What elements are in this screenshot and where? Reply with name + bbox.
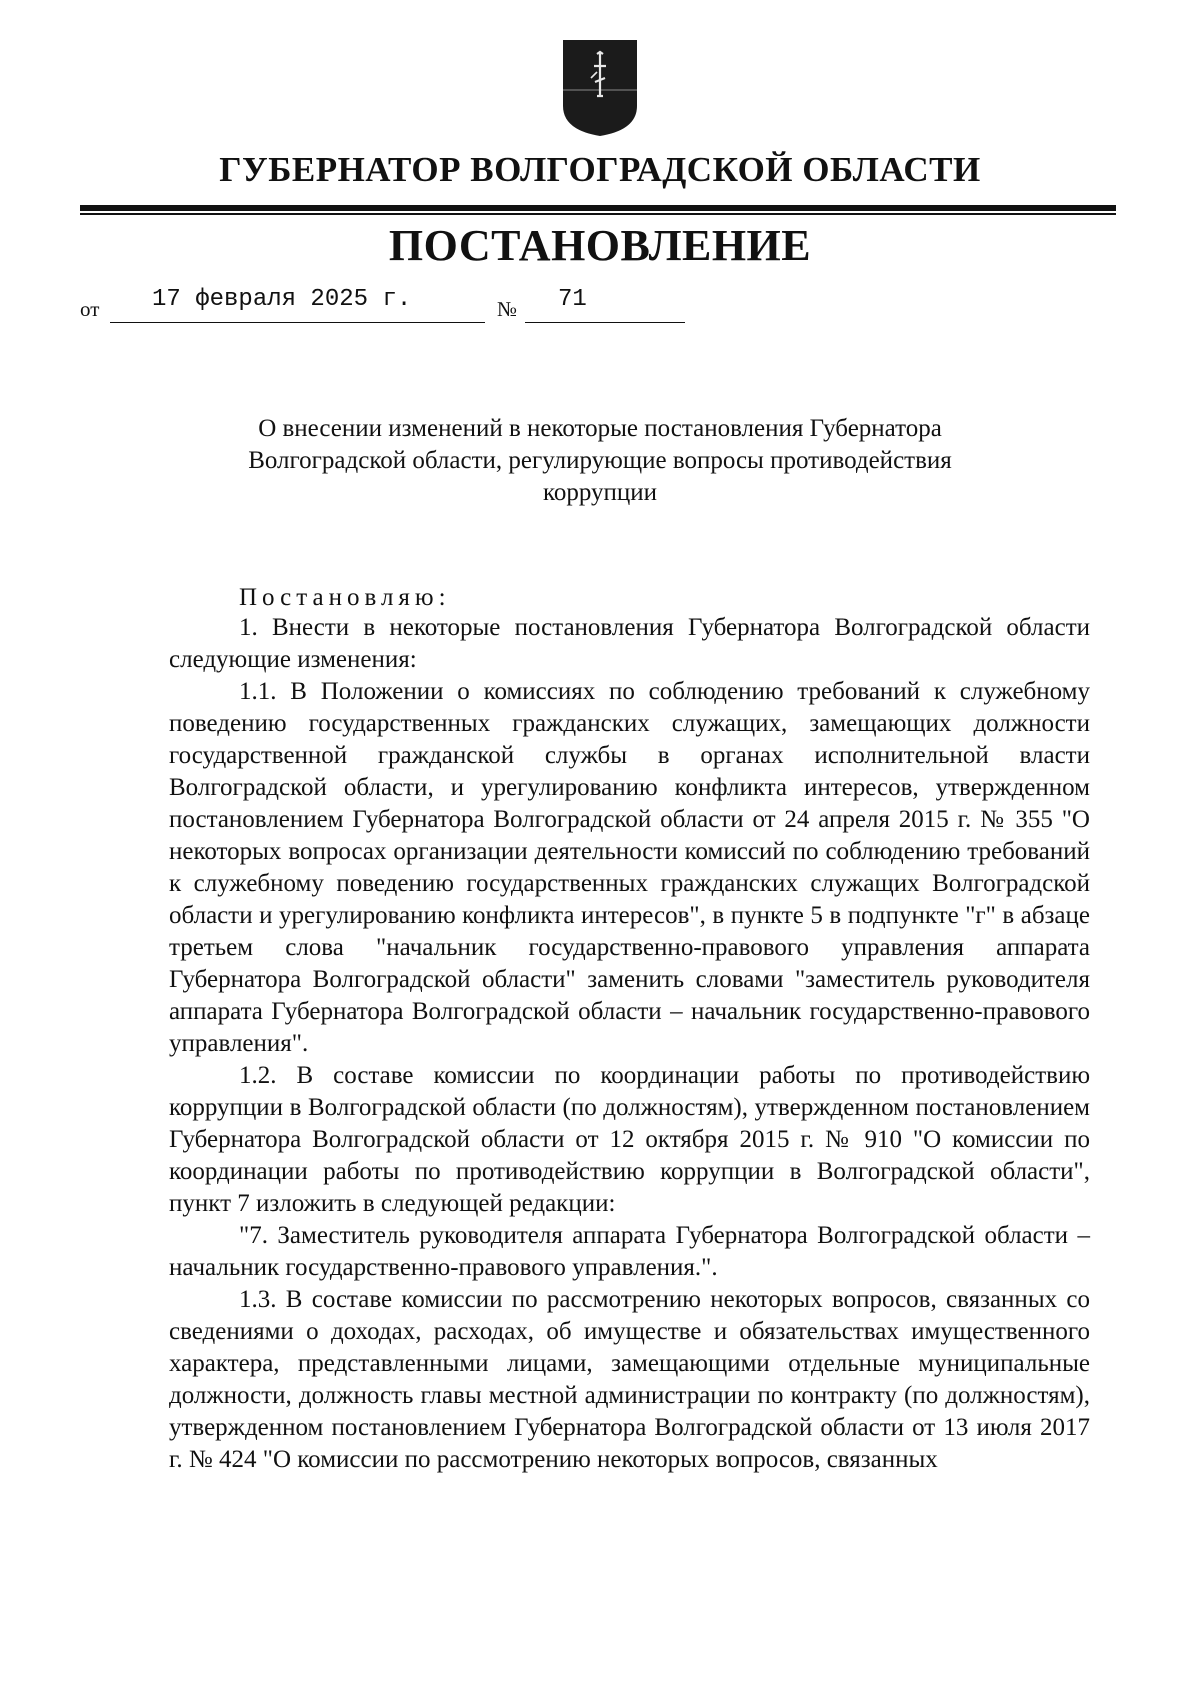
number-label: № [497,297,518,321]
date-label: от [80,297,100,321]
date-underline [110,322,485,323]
subject-line: коррупции [542,479,658,506]
subject-line: Волгоградской области, регулирующие вопросы противодействия [248,447,952,474]
number-underline [525,322,685,323]
body-paragraph: 1.2. В составе комиссии по координации работы по противодействию коррупции в Волгоградской области (по должностям), утвержденном постановлением Губернатора Волгоградской области от 12 октября 2015 г. № 910 "О комиссии по координации работы по противодействию коррупции в Волгоградской области", пункт 7 изложить в следующей редакции: [169,1062,1090,1217]
document-number: 71 [558,286,587,313]
document-date: 17 февраля 2025 г. [152,286,412,313]
body-paragraph: "7. Заместитель руководителя аппарата Губернатора Волгоградской области – начальник государственно-правового управления.". [169,1222,1090,1281]
subject-line: О внесении изменений в некоторые постановления Губернатора [258,415,942,442]
header-rule-thick [80,205,1116,211]
body-paragraph: 1.3. В составе комиссии по рассмотрению некоторых вопросов, связанных со сведениями о доходах, расходах, об имуществе и обязательствах имущественного характера, представленными лицами, замещающими отдельные муниципальные должности, должность главы местной администрации по контракту (по должностям), утвержденном постановлением Губернатора Волгоградской области от 13 июля 2017 г. № 424 "О комиссии по рассмотрению некоторых вопросов, связанных [169,1286,1090,1473]
body-paragraph: 1.1. В Положении о комиссиях по соблюдению требований к служебному поведению государственных гражданских служащих, замещающих должности государственной гражданской службы в органах исполнительной власти Волгоградской области, и урегулированию конфликта интересов, утвержденном постановлением Губернатора Волгоградской области от 24 апреля 2015 г. № 355 "О некоторых вопросах организации деятельности комиссий по соблюдению требований к служебному поведению государственных гражданских служащих Волгоградской области и урегулированию конфликта интересов", в пункте 5 в подпункте "г" в абзаце третьем слова "начальник государственно-правового управления аппарата Губернатора Волгоградской области" заменить словами "заместитель руководителя аппарата Губернатора Волгоградской области – начальник государственно-правового управления". [169,678,1090,1057]
decree-word: Постановляю: [239,584,451,611]
volgograd-coat-of-arms-icon [561,38,639,138]
document-type-title: ПОСТАНОВЛЕНИЕ [388,221,812,270]
document-body [169,612,1090,1476]
body-paragraph: 1. Внести в некоторые постановления Губернатора Волгоградской области следующие изменения: [169,614,1090,673]
document-subject [200,413,1000,509]
authority-title: ГУБЕРНАТОР ВОЛГОГРАДСКОЙ ОБЛАСТИ [219,150,981,189]
header-rule-thin [80,213,1116,215]
